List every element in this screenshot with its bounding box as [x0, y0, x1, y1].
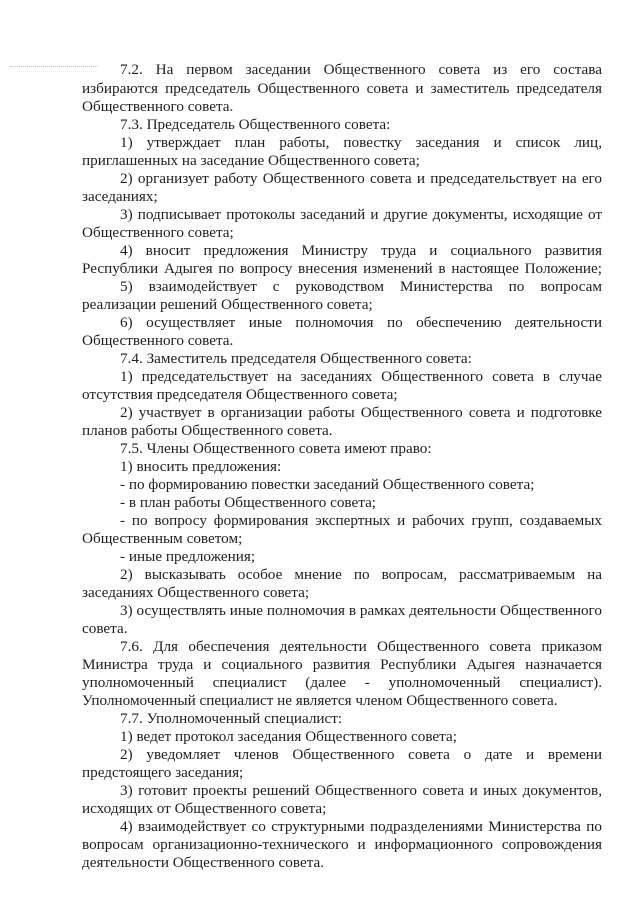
text-line: совета.	[82, 620, 128, 637]
text-line: 3) подписывает протоколы заседаний и другие документы, исходящие от	[120, 206, 602, 223]
text-line: планов работы Общественного совета.	[82, 422, 333, 439]
text-line: 2) участвует в организации работы Общественного совета и подготовке	[120, 404, 602, 421]
text-line: Общественного совета;	[82, 224, 234, 241]
text-line: - иные предложения;	[120, 548, 256, 565]
text-line: Общественного совета.	[82, 332, 234, 349]
text-line: 1) утверждает план работы, повестку заседания и список лиц,	[120, 134, 602, 151]
text-line: - по вопросу формирования экспертных и рабочих групп, создаваемых	[120, 512, 602, 529]
text-line: 2) организует работу Общественного совета и председательствует на его	[120, 170, 602, 187]
text-line: 2) уведомляет членов Общественного совета о дате и времени	[120, 746, 602, 763]
text-line: Республики Адыгея по вопросу внесения изменений в настоящее Положение;	[82, 260, 602, 277]
text-line: Общественного совета.	[82, 98, 234, 115]
text-line: 1) вносить предложения:	[120, 458, 282, 475]
text-line: Общественным советом;	[82, 530, 243, 547]
text-line: заседаниях Общественного совета;	[82, 584, 310, 601]
text-line: 7.4. Заместитель председателя Общественного совета:	[120, 350, 472, 367]
text-line: исходящих от Общественного совета;	[82, 800, 327, 817]
text-line: 1) ведет протокол заседания Общественного совета;	[120, 728, 457, 745]
text-line: - по формированию повестки заседаний Общественного совета;	[120, 476, 535, 493]
text-line: деятельности Общественного совета.	[82, 854, 325, 871]
text-line: 6) осуществляет иные полномочия по обеспечению деятельности	[120, 314, 602, 331]
text-line: 4) вносит предложения Министру труда и социального развития	[120, 242, 602, 259]
text-line: 7.5. Члены Общественного совета имеют право:	[120, 440, 432, 457]
text-line: 7.6. Для обеспечения деятельности Общественного совета приказом	[120, 638, 602, 655]
text-line: 3) осуществлять иные полномочия в рамках деятельности Общественного	[120, 602, 602, 619]
text-line: 4) взаимодействует со структурными подразделениями Министерства по	[120, 818, 602, 835]
text-line: приглашенных на заседание Общественного совета;	[82, 152, 420, 169]
text-line: отсутствия председателя Общественного совета;	[82, 386, 398, 403]
text-line: Министра труда и социального развития Республики Адыгея назначается	[82, 656, 602, 673]
text-line: уполномоченный специалист (далее - уполномоченный специалист).	[82, 674, 602, 691]
text-line: 5) взаимодействует с руководством Министерства по вопросам	[120, 278, 602, 295]
text-line: 3) готовит проекты решений Общественного совета и иных документов,	[120, 782, 602, 799]
text-line: предстоящего заседания;	[82, 764, 244, 781]
text-line: 7.3. Председатель Общественного совета:	[120, 116, 391, 133]
text-line: Уполномоченный специалист не является членом Общественного совета.	[82, 692, 558, 709]
text-line: заседаниях;	[82, 188, 158, 205]
text-line: 1) председательствует на заседаниях Общественного совета в случае	[120, 368, 602, 385]
text-line: вопросам организационно-технического и информационного сопровождения	[82, 836, 602, 853]
text-line: 7.2. На первом заседании Общественного совета из его состава	[120, 61, 602, 78]
text-line: 2) высказывать особое мнение по вопросам, рассматриваемым на	[120, 566, 602, 583]
text-line: 7.7. Уполномоченный специалист:	[120, 710, 343, 727]
text-line: реализации решений Общественного совета;	[82, 296, 373, 313]
text-line: избираются председатель Общественного совета и заместитель председателя	[82, 80, 602, 97]
text-line: - в план работы Общественного совета;	[120, 494, 377, 511]
